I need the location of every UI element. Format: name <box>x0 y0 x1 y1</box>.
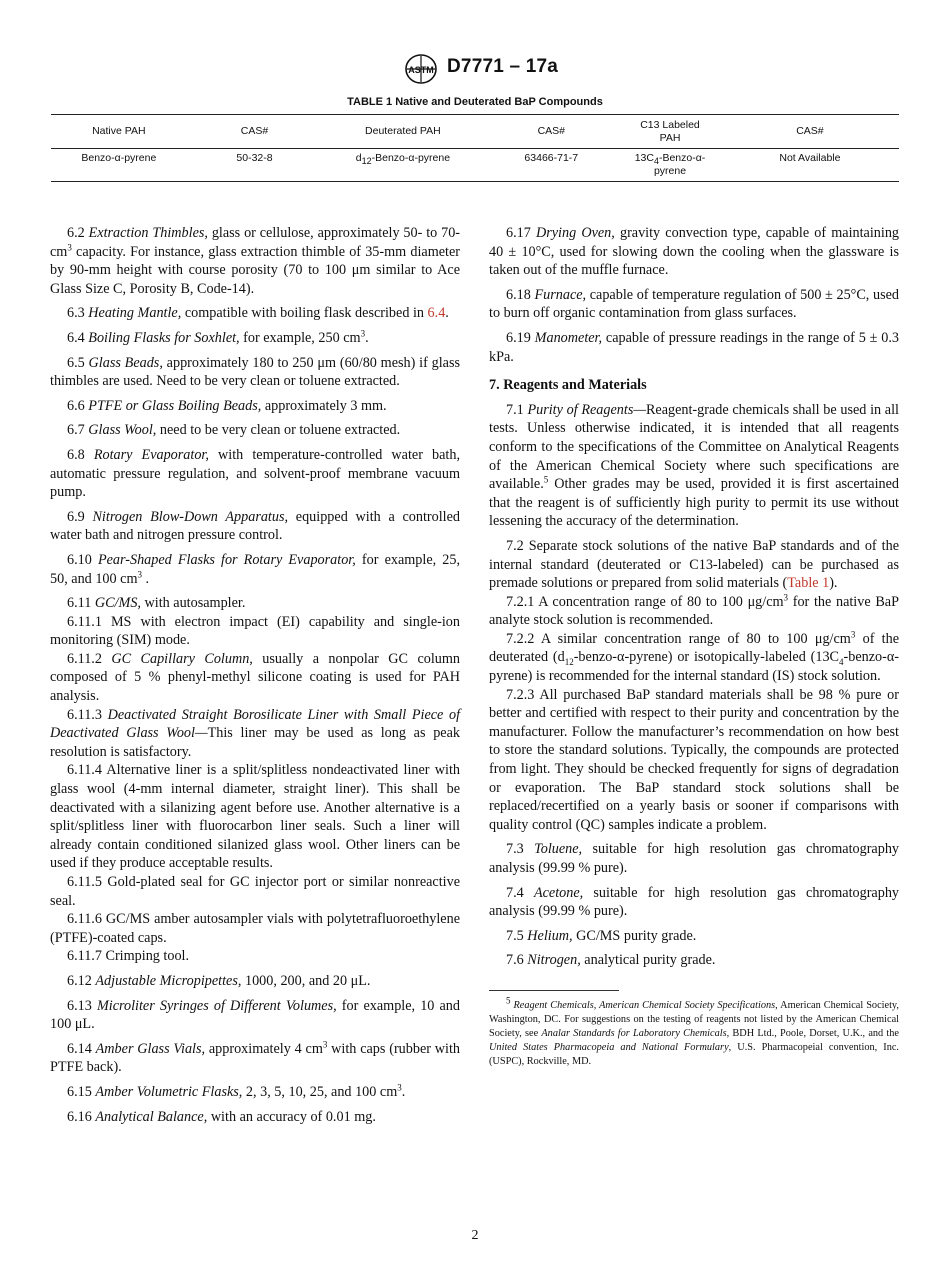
link-6-4[interactable]: 6.4 <box>427 305 446 322</box>
para-6-12: 6.12 Adjustable Micropipettes, 1000, 200, and 20 μL. <box>67 972 371 989</box>
right-column <box>489 224 899 1069</box>
col-cas-3: CAS# <box>796 125 824 137</box>
table-row <box>51 149 899 182</box>
para-6-11-2: 6.11.2 GC Capillary Column, usually a nonpolar GC column composed of 5 % phenyl-methyl silicone coating is used for PAH analysis. <box>50 650 460 705</box>
para-7-1: 7.1 Purity of Reagents—Reagent-grade chemicals shall be used in all tests. Unless otherwise indicated, it is intended that all reagents conform to the specifications of the Committee on Analytical Reagents of the American Chemical Society where such specifications are available.$^5$ Other grades may be used, provided it is first ascertained that the reagent is of sufficiently high purity to permit its use without lessening the accuracy of the determination. <box>489 401 900 530</box>
para-6-16: 6.16 Analytical Balance, with an accuracy of 0.01 mg. <box>67 1108 376 1125</box>
para-6-9: 6.9 Nitrogen Blow-Down Apparatus, equipped with a controlled water bath and nitrogen pressure control. <box>50 508 461 544</box>
para-6-6: 6.6 PTFE or Glass Boiling Beads, approximately 3 mm. <box>67 397 387 414</box>
col-cas-2: CAS# <box>537 125 565 137</box>
table-1 <box>51 114 899 182</box>
para-6-14: 6.14 Amber Glass Vials, approximately 4 $cm^3$ with caps (rubber with PTFE back). <box>50 1039 460 1076</box>
para-6-11-5: 6.11.5 Gold-plated seal for GC injector port or similar nonreactive seal. <box>50 874 460 909</box>
table-title: TABLE 1 Native and Deuterated BaP Compounds <box>347 96 603 108</box>
para-6-11: 6.11 GC/MS, with autosampler. <box>67 595 246 612</box>
cell-native: Benzo-α-pyrene <box>81 152 157 164</box>
cell-deuterated-cas: 63466-71-7 <box>524 152 579 164</box>
table-header-row <box>51 115 899 149</box>
para-6-15: 6.15 Amber Volumetric Flasks, 2, 3, 5, 10, 25, and 100 $cm^3$. <box>67 1082 406 1100</box>
para-6-3: 6.3 Heating Mantle, compatible with boiling flask described in 6.4. <box>67 305 449 322</box>
link-table-1[interactable]: Table 1 <box>787 575 830 592</box>
para-7-6: 7.6 Nitrogen, analytical purity grade. <box>506 952 716 969</box>
left-column <box>50 224 460 1132</box>
para-6-4: 6.4 Boiling Flasks for Soxhlet, for example, 250 $cm^3$. <box>67 328 369 346</box>
para-6-11-6: 6.11.6 GC/MS amber autosampler vials with polytetrafluoroethylene (PTFE)-coated caps. <box>50 911 460 946</box>
col-deuterated-pah: Deuterated PAH <box>365 125 441 137</box>
para-6-10: 6.10 Pear-Shaped Flasks for Rotary Evaporator, for example, 25, 50, and 100 $cm^3$ . <box>50 551 461 587</box>
para-7-4: 7.4 Acetone, suitable for high resolution gas chromatography analysis (99.99 % pure). <box>489 884 900 920</box>
col-native-pah: Native PAH <box>92 125 146 137</box>
para-6-11-7: 6.11.7 Crimping tool. <box>67 948 190 965</box>
col-cas-1: CAS# <box>240 125 269 137</box>
para-7-2: 7.2 Separate stock solutions of the native BaP standards and of the internal standard (deuterated or C13-labeled) can be purchased as premade solutions or prepared from solid materials (Table 1). <box>489 537 899 592</box>
para-6-17: 6.17 Drying Oven, gravity convection type, capable of maintaining 40 ± 10°C, used for slowing down the cooling when the glassware is taken out of the muffle furnace. <box>489 225 900 279</box>
svg-text:ASTM: ASTM <box>408 65 434 75</box>
page-number: 2 <box>471 1228 479 1243</box>
para-7-2-3: 7.2.3 All purchased BaP standard materials shall be 98 % pure or better and certified with respect to their purity and concentration by the manufacturer. Follow the manufacturer’s recommendation on how best to store the standard solutions. Typically, the compounds are protected from light. They should be checked frequently for signs of degradation or evaporation. The BaP standard stock solutions shall be replaced/recertified on a yearly basis or sooner if comparisons with quality control (QC) samples indicate a problem. <box>489 686 899 833</box>
para-7-3: 7.3 Toluene, suitable for high resolution gas chromatography analysis (99.99 % pure). <box>489 841 900 876</box>
designation: D7771 – 17a <box>447 56 559 77</box>
cell-c13: $13C_4-Benzo-\alpha$-pyrene <box>634 152 706 177</box>
astm-logo <box>403 54 439 84</box>
para-6-7: 6.7 Glass Wool, need to be very clean or toluene extracted. <box>67 422 401 439</box>
para-6-5: 6.5 Glass Beads, approximately 180 to 250 μm (60/80 mesh) if glass thimbles are used. Need to be very clean or toluene extracted. <box>50 354 460 390</box>
para-6-19: 6.19 Manometer, capable of pressure readings in the range of 5 ± 0.3 kPa. <box>489 329 900 365</box>
para-6-18: 6.18 Furnace, capable of temperature regulation of 500 ± 25°C, used to burn off organic contamination from glass surfaces. <box>489 286 899 322</box>
para-6-11-3: 6.11.3 Deactivated Straight Borosilicate Liner with Small Piece of Deactivated Glass Wool—This liner may be used as long as peak resolution is satisfactory. <box>50 706 461 760</box>
para-6-8: 6.8 Rotary Evaporator, with temperature-controlled water bath, automatic pressure regulation, and solvent-proof membrane vacuum pump. <box>50 446 460 501</box>
para-6-13: 6.13 Microliter Syringes of Different Volumes, for example, 10 and 100 μL. <box>50 997 460 1033</box>
para-7-5: 7.5 Helium, GC/MS purity grade. <box>506 927 697 944</box>
cell-deuterated: $d_{12}-Benzo-\alpha$-pyrene <box>355 152 451 167</box>
cell-c13-cas: Not Available <box>779 152 841 164</box>
para-7-2-2: 7.2.2 A similar concentration range of 80 to 100 $\mu g/cm^3$ of the deuterated $(d_{12}-benzo-\alpha-pyrene)$ or isotopically-labeled $(13C_4-benzo-\alpha-pyrene)$ is recommended for the internal standard (IS) stock solution. <box>489 629 900 685</box>
para-6-11-1: 6.11.1 MS with electron impact (EI) capability and single-ion monitoring (SIM) mode. <box>50 613 460 649</box>
para-6-11-4: 6.11.4 Alternative liner is a split/splitless nondeactivated liner with glass wool (4-mm internal diameter, straight liner). This shall be deactivated with a silanizing agent before use. Another alternative is a split/splitless liner with fluorocarbon liner seals. Such a liner will already contain conditioned silanized glass wool. Other liners can be used if they produce acceptable results. <box>50 762 460 872</box>
para-7-2-1: 7.2.1 A concentration range of 80 to 100 $\mu g/cm^3$ for the native BaP analyte stock solution is recommended. <box>489 591 899 629</box>
footnote-5: $^5$ Reagent Chemicals, American Chemical Society Specifications, American Chemical Society, Washington, DC. For suggestions on the testing of reagents not listed by the American Chemical Society, see Analar Standards for Laboratory Chemicals, BDH Ltd., Poole, Dorset, U.K., and the United States Pharmacopeia and National Formulary, U.S. Pharmacopeial convention, Inc. (USPC), Rockville, MD. <box>489 995 899 1067</box>
page-header <box>0 54 950 86</box>
col-c13-pah: C13 Labeled PAH <box>640 118 700 144</box>
para-6-2: 6.2 Extraction Thimbles, glass or cellulose, approximately 50- to $70-cm^3$ capacity. For instance, glass extraction thimble of 35-mm diameter by 90-mm height with course porosity (70 to 100 μm similar to Ace Glass Size C, Porosity B, Code-14). <box>50 225 461 297</box>
cell-native-cas: 50-32-8 <box>236 152 273 164</box>
footnote-divider <box>489 990 619 991</box>
section-7-heading: 7. Reagents and Materials <box>489 377 647 394</box>
